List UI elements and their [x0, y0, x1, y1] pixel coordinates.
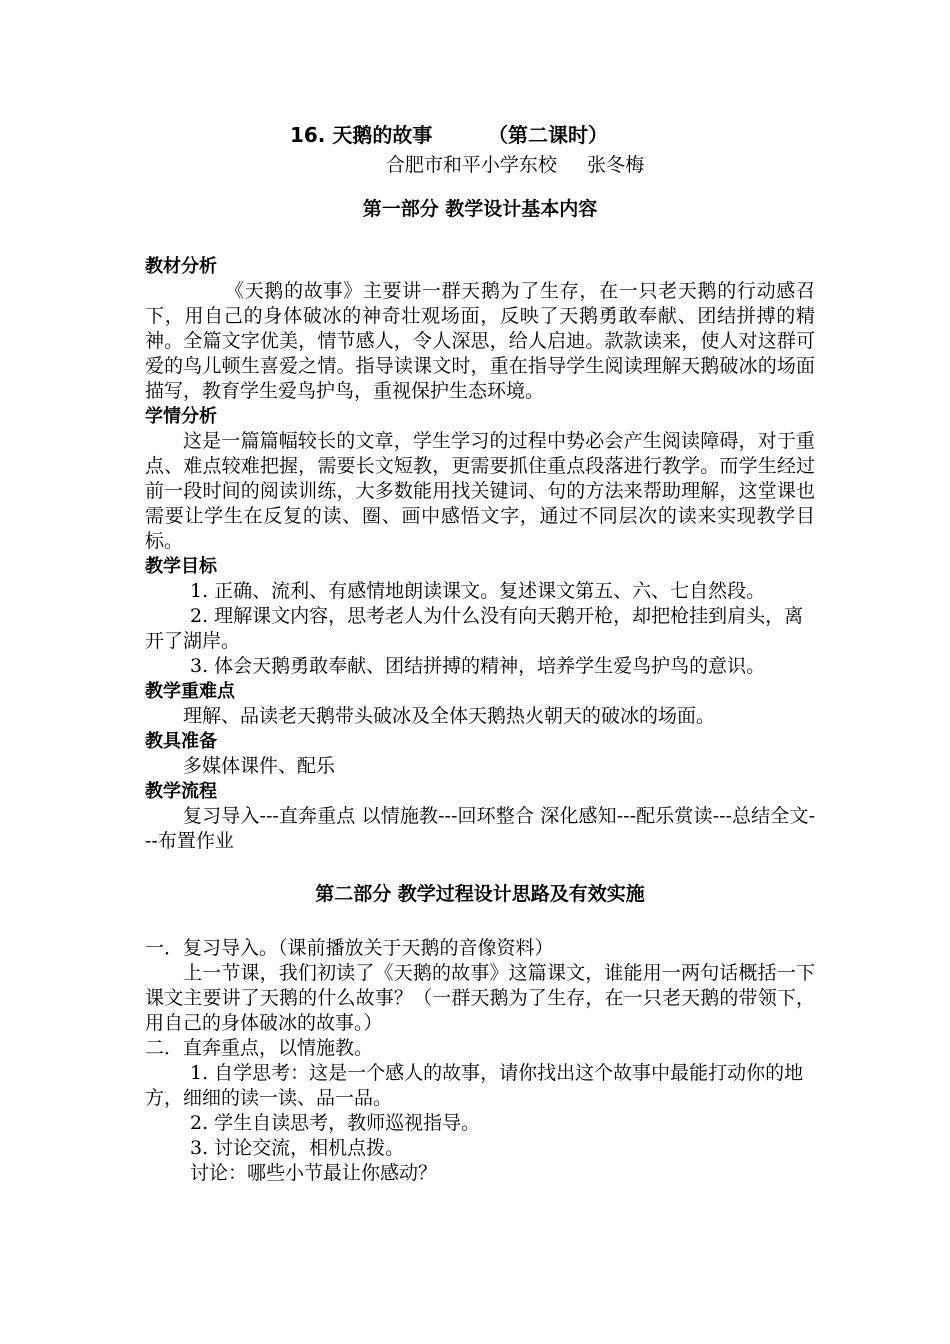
teaching-tools-text: 多媒体课件、配乐	[183, 755, 336, 777]
step2-item: 2. 学生自读思考，教师巡视指导。	[190, 1112, 481, 1134]
step2-heading: 二．直奔重点，以情施教。	[145, 1037, 374, 1059]
teaching-goal-item: 3. 体会天鹅勇敢奉献、团结拼搏的精神，培养学生爱鸟护鸟的意识。	[190, 655, 766, 677]
material-analysis-heading: 教材分析	[145, 256, 217, 277]
step1-text: 上一节课，我们初读了《天鹅的故事》这篇课文，谁能用一两句话概括一下课文主要讲了天鹅的什么故事？（一群天鹅为了生存，在一只老天鹅的带领下，用自己的身体破冰的故事。）	[145, 962, 815, 1034]
teaching-goals-heading: 教学目标	[145, 556, 217, 577]
learner-analysis-text: 这是一篇篇幅较长的文章，学生学习的过程中势必会产生阅读障碍，对于重点、难点较难把握，需要长文短教，更需要抓住重点段落进行教学。而学生经过前一段时间的阅读训练，大多数能用找关键词、句的方法来帮助理解，这堂课也需要让学生在反复的读、圈、画中感悟文字，通过不同层次的读来实现教学目标。	[145, 430, 815, 552]
teaching-tools-heading: 教具准备	[145, 731, 217, 752]
teaching-goal-item: 2. 理解课文内容，思考老人为什么没有向天鹅开枪，却把枪挂到肩头，离开了湖岸。	[145, 605, 804, 652]
step1-heading: 一．复习导入。（课前播放关于天鹅的音像资料）	[145, 937, 554, 959]
document-page	[145, 120, 815, 1186]
step2-item: 讨论：哪些小节最让你感动？	[190, 1162, 438, 1184]
teaching-goal-item: 1. 正确、流利、有感情地朗读课文。复述课文第五、六、七自然段。	[190, 580, 766, 602]
part2-heading: 第二部分 教学过程设计思路及有效实施	[315, 883, 645, 905]
part1-heading: 第一部分 教学设计基本内容	[362, 198, 598, 220]
author-line: 合肥市和平小学东校 张冬梅	[385, 154, 645, 176]
document-title: 16. 天鹅的故事 （第二课时）	[289, 123, 609, 147]
teaching-flow-heading: 教学流程	[145, 781, 217, 802]
step2-item: 3. 讨论交流，相机点拨。	[190, 1137, 405, 1159]
teaching-flow-text: 复习导入---直奔重点 以情施教---回环整合 深化感知---配乐赏读---总结全文---布置作业	[145, 805, 815, 852]
key-points-text: 理解、品读老天鹅带头破冰及全体天鹅热火朝天的破冰的场面。	[183, 705, 716, 727]
step2-item: 1. 自学思考：这是一个感人的故事，请你找出这个故事中最能打动你的地方，细细的读一读、品一品。	[145, 1062, 804, 1109]
learner-analysis-heading: 学情分析	[145, 406, 217, 427]
material-analysis-text: 《天鹅的故事》主要讲一群天鹅为了生存，在一只老天鹅的行动感召下，用自己的身体破冰的神奇壮观场面，反映了天鹅勇敢奉献、团结拼搏的精神。全篇文字优美，情节感人，令人深思，给人启迪。款款读来，使人对这群可爱的鸟儿顿生喜爱之情。指导读课文时，重在指导学生阅读理解天鹅破冰的场面描写，教育学生爱鸟护鸟，重视保护生态环境。	[145, 280, 815, 402]
key-points-heading: 教学重难点	[145, 681, 235, 702]
